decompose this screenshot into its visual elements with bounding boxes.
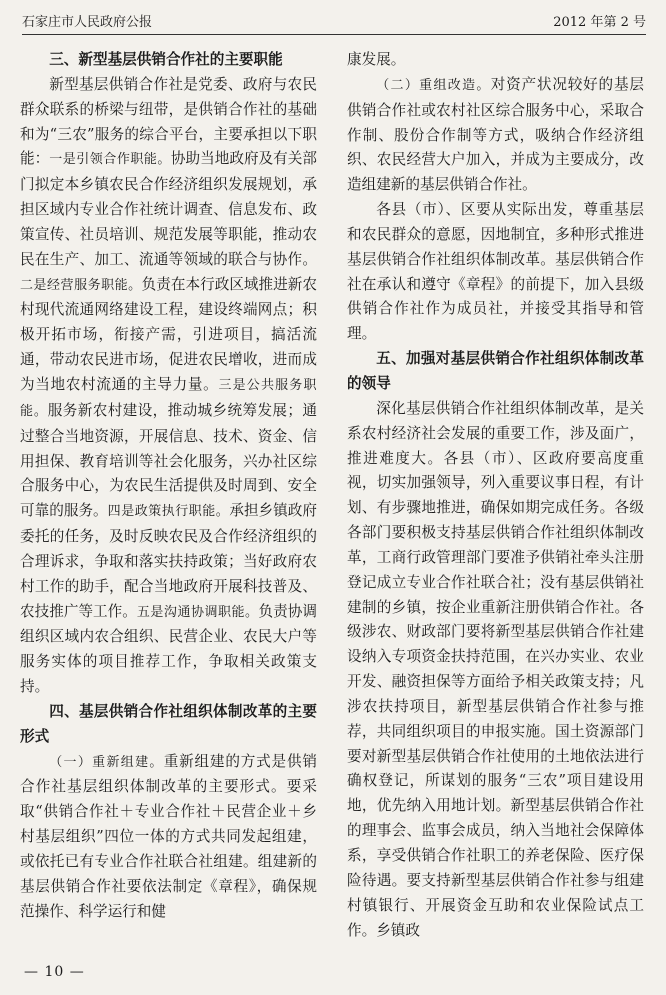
function-4-label: 四是政策执行职能。 <box>107 504 230 520</box>
function-1-label: 一是引领合作职能。 <box>49 152 171 168</box>
section-3-title: 三、新型基层供销合作社的主要职能 <box>49 51 283 68</box>
form-2-text: 对资产状况较好的基层供销合作社或农村社区综合服务中心，采取合作制、股份合作制等方式，吸纳合作经济组织、农民经营大户加入，并成为主要成分，改造组建新的基层供销合作社。 <box>347 75 644 194</box>
header-divider <box>22 34 646 35</box>
function-5-text: 负责协调组织区域内农合组织、民营企业、农民大户等服务实体的项目推荐工作，争取相关政策支持。 <box>20 602 317 696</box>
left-column <box>20 48 317 925</box>
form-1-label: （一）重新组建。 <box>49 754 164 770</box>
section-5-body: 深化基层供销合作社组织体制改革，是关系农村经济社会发展的重要工作，涉及面广，推进难度大。各县（市）、区政府要高度重视，切实加强领导，列入重要议事日程，有计划、有步骤地推进，确保如期完成任务。各级各部门要积极支持基层供销合作社组织体制改革，工商行政管理部门要准予供销社牵头注册登记成立专业合作社联合社；没有基层供销社建制的乡镇，按企业重新注册供销合作社。各级涉农、财政部门要将新型基层供销合作社建设纳入专项资金扶持范围，在兴办实业、农业开发、融资担保等方面给予相关政策支持；凡涉农扶持项目，新型基层供销合作社参与推荐，共同组织项目的申报实施。国土资源部门要对新型基层供销合作社使用的土地依法进行确权登记，所谋划的服务“三农”项目建设用地，优先纳入用地计划。新型基层供销合作社的理事会、监事会成员，纳入当地社会保障体系，享受供销合作社职工的养老保险、医疗保险待遇。要支持新型基层供销合作社参与组建村镇银行、开展资金互助和农业保险试点工作。乡镇政 <box>347 399 644 939</box>
section-3-body <box>20 73 317 700</box>
function-2-text: 负责在本行政区域推进新农村现代流通网络建设工程，建设终端网点；积极开拓市场，衔接产需，引进项目，搞活流通，带动农民进市场，促进农民增收，进而成为当地农村流通的主导力量。 <box>20 275 317 393</box>
publication-title: 石家庄市人民政府公报 <box>22 14 153 30</box>
form-2-label: （二）重组改造。 <box>376 77 491 93</box>
section-4-body <box>20 750 317 925</box>
continued-text: 康发展。 <box>347 51 406 68</box>
right-column <box>347 48 644 943</box>
page-header <box>22 10 646 30</box>
function-4-text: 承担乡镇政府委托的任务，及时反映农民及合作经济组织的合理诉求，争取和落实扶持政策；当好政府农村工作的助手，配合当地政府开展科技普及、农技推广等工作。 <box>20 502 317 620</box>
form-1-text: 重新组建的方式是供销合作社基层组织体制改革的主要形式。要采取“供销合作社＋专业合作社＋民营企业＋乡村基层组织”四位一体的方式共同发起组建，或依托已有专业合作社联合社组建。组建新的基层供销合作社要依法制定《章程》，确保规范操作、科学运行和健 <box>20 752 317 920</box>
issue-number: 2012 年第 2 号 <box>553 14 646 30</box>
section-5-title: 五、加强对基层供销合作社组织体制改革的领导 <box>347 350 644 392</box>
section-3-intro: 新型基层供销合作社是党委、政府与农民群众联系的桥梁与纽带，是供销合作社的基础和为“三农”服务的综合平台，主要承担以下职能： <box>20 75 317 168</box>
form-2-paragraph <box>347 73 644 198</box>
function-1-text: 协助当地政府及有关部门拟定本乡镇农民合作经济组织发展规划，承担区域内专业合作社统计调查、信息发布、政策宣传、社员培训、规范发展等职能，推动农民在生产、加工、流通等领域的联合与协作。 <box>20 150 317 268</box>
function-3-text: 服务新农村建设，推动城乡统筹发展；通过整合当地资源，开展信息、技术、资金、信用担保、教育培训等社会化服务，兴办社区综合服务中心，为农民生活提供及时周到、安全可靠的服务。 <box>20 401 317 520</box>
function-3-label: 三是公共服务职能。 <box>20 377 317 419</box>
page-number: — 10 — <box>24 964 85 980</box>
function-2-label: 二是经营服务职能。 <box>20 277 142 293</box>
function-5-label: 五是沟通协调职能。 <box>136 604 259 620</box>
implementation-paragraph: 各县（市）、区要从实际出发，尊重基层和农民群众的意愿，因地制宜，多种形式推进基层供销合作社组织体制改革。基层供销合作社在承认和遵守《章程》的前提下，加入县级供销合作社作为成员社，并接受其指导和管理。 <box>347 201 644 343</box>
section-4-title: 四、基层供销合作社组织体制改革的主要形式 <box>20 702 317 745</box>
